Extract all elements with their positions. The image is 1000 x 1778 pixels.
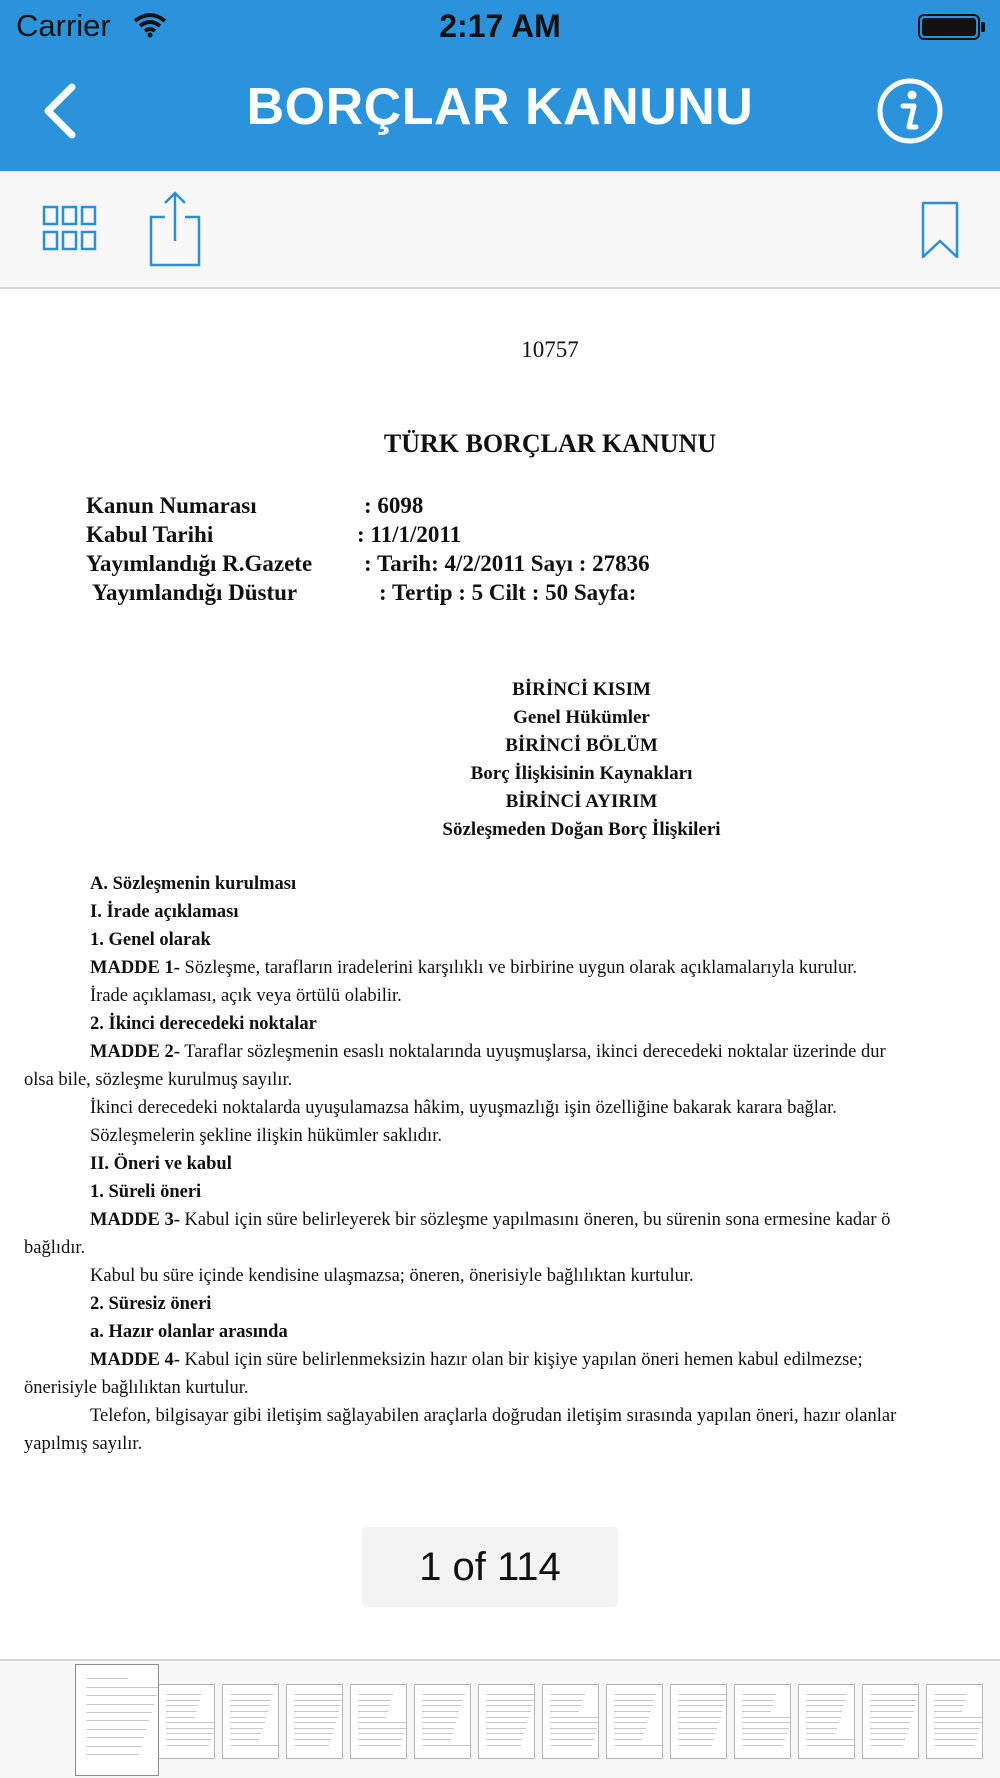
article-label: MADDE 3- xyxy=(90,1210,180,1230)
share-icon[interactable] xyxy=(147,191,203,267)
thumbnail[interactable] xyxy=(862,1684,919,1759)
thumbnail[interactable] xyxy=(414,1684,471,1759)
grid-icon[interactable] xyxy=(42,205,98,253)
subheading: 2. İkinci derecedeki noktalar xyxy=(90,1014,317,1034)
section-heading: BİRİNCİ AYIRIM xyxy=(505,791,658,812)
thumbnail[interactable] xyxy=(222,1684,279,1759)
gazette-page-number: 10757 xyxy=(521,337,579,362)
article-text: Sözleşme, tarafların iradelerini karşılıklı ve birbirine uygun olarak açıklamalarıyla kurulur. xyxy=(179,958,857,978)
section-heading: Borç İlişkisinin Kaynakları xyxy=(470,763,693,784)
meta-label: Yayımlandığı Düstur xyxy=(92,580,298,605)
meta-label: Kanun Numarası xyxy=(86,493,257,518)
thumbnail[interactable] xyxy=(926,1684,983,1759)
paragraph: İrade açıklaması, açık veya örtülü olabilir. xyxy=(90,986,402,1006)
article-label: MADDE 1- xyxy=(90,958,180,978)
subheading: 2. Süresiz öneri xyxy=(90,1294,212,1314)
article-text: Taraflar sözleşmenin esaslı noktalarında uyuşmuşlarsa, ikinci derecedeki noktalar üzerinde dur xyxy=(179,1042,886,1062)
meta-value: : 6098 xyxy=(364,493,424,518)
paragraph: İkinci derecedeki noktalarda uyuşulamazsa hâkim, uyuşmazlığı işin özelliğine bakarak karara bağlar. xyxy=(90,1098,837,1118)
thumbnail[interactable] xyxy=(798,1684,855,1759)
meta-label: Kabul Tarihi xyxy=(86,522,214,547)
subheading: a. Hazır olanlar arasında xyxy=(90,1322,288,1342)
paragraph: bağlıdır. xyxy=(24,1238,86,1258)
status-bar xyxy=(0,0,1000,55)
section-heading: Sözleşmeden Doğan Borç İlişkileri xyxy=(442,819,721,840)
meta-row xyxy=(92,580,637,606)
thumbnail[interactable] xyxy=(542,1684,599,1759)
meta-row xyxy=(86,522,462,548)
subheading: 1. Süreli öneri xyxy=(90,1182,202,1202)
meta-row xyxy=(86,551,650,577)
paragraph: yapılmış sayılır. xyxy=(24,1434,143,1454)
article-3 xyxy=(90,1210,890,1231)
document-toolbar xyxy=(0,171,1000,289)
article-label: MADDE 2- xyxy=(90,1042,180,1062)
thumbnail[interactable] xyxy=(158,1684,215,1759)
article-text: Kabul için süre belirleyerek bir sözleşme yapılmasını öneren, bu sürenin sona ermesine kadar ö xyxy=(179,1210,891,1230)
info-icon[interactable] xyxy=(876,77,944,145)
subheading: A. Sözleşmenin kurulması xyxy=(90,874,297,894)
clock: 2:17 AM xyxy=(439,8,561,44)
meta-row xyxy=(86,493,424,519)
paragraph: önerisiyle bağlılıktan kurtulur. xyxy=(24,1378,249,1398)
meta-value: : Tertip : 5 Cilt : 50 Sayfa: xyxy=(379,580,637,605)
meta-label: Yayımlandığı R.Gazete xyxy=(86,551,313,576)
meta-value: : 11/1/2011 xyxy=(357,522,462,547)
article-4 xyxy=(90,1350,863,1371)
section-heading: BİRİNCİ KISIM xyxy=(512,679,651,700)
subheading: I. İrade açıklaması xyxy=(90,902,239,922)
page-title: BORÇLAR KANUNU xyxy=(246,78,754,136)
thumbnail[interactable] xyxy=(478,1684,535,1759)
document-title: TÜRK BORÇLAR KANUNU xyxy=(383,429,717,458)
thumbnail[interactable] xyxy=(606,1684,663,1759)
article-text: Kabul için süre belirlenmeksizin hazır olan bir kişiye yapılan öneri hemen kabul edilmezse; xyxy=(179,1350,863,1370)
pdf-page[interactable] xyxy=(0,291,1000,1659)
article-2 xyxy=(90,1042,886,1063)
article-1 xyxy=(90,958,857,979)
article-label: MADDE 4- xyxy=(90,1350,180,1370)
section-heading: Genel Hükümler xyxy=(513,707,650,728)
navigation-bar xyxy=(0,55,1000,171)
thumbnail[interactable] xyxy=(350,1684,407,1759)
thumbnail[interactable] xyxy=(734,1684,791,1759)
thumbnail[interactable] xyxy=(670,1684,727,1759)
battery-icon xyxy=(918,14,986,40)
thumbnail[interactable] xyxy=(286,1684,343,1759)
paragraph: Kabul bu süre içinde kendisine ulaşmazsa; öneren, önerisiyle bağlılıktan kurtulur. xyxy=(90,1266,694,1286)
subheading: II. Öneri ve kabul xyxy=(90,1154,232,1174)
paragraph: Telefon, bilgisayar gibi iletişim sağlayabilen araçlarla doğrudan iletişim sırasında yapılan öneri, hazır olanlar xyxy=(90,1406,897,1426)
bookmark-icon[interactable] xyxy=(920,201,960,261)
section-heading: BİRİNCİ BÖLÜM xyxy=(505,735,658,756)
carrier-label: Carrier xyxy=(16,8,111,43)
page-indicator[interactable]: 1 of 114 xyxy=(362,1527,618,1607)
paragraph: olsa bile, sözleşme kurulmuş sayılır. xyxy=(24,1070,293,1090)
thumbnail-strip[interactable] xyxy=(0,1659,1000,1778)
thumbnail-active[interactable] xyxy=(75,1664,159,1776)
paragraph: Sözleşmelerin şekline ilişkin hükümler saklıdır. xyxy=(90,1126,442,1146)
meta-value: : Tarih: 4/2/2011 Sayı : 27836 xyxy=(364,551,650,576)
subheading: 1. Genel olarak xyxy=(90,930,211,950)
